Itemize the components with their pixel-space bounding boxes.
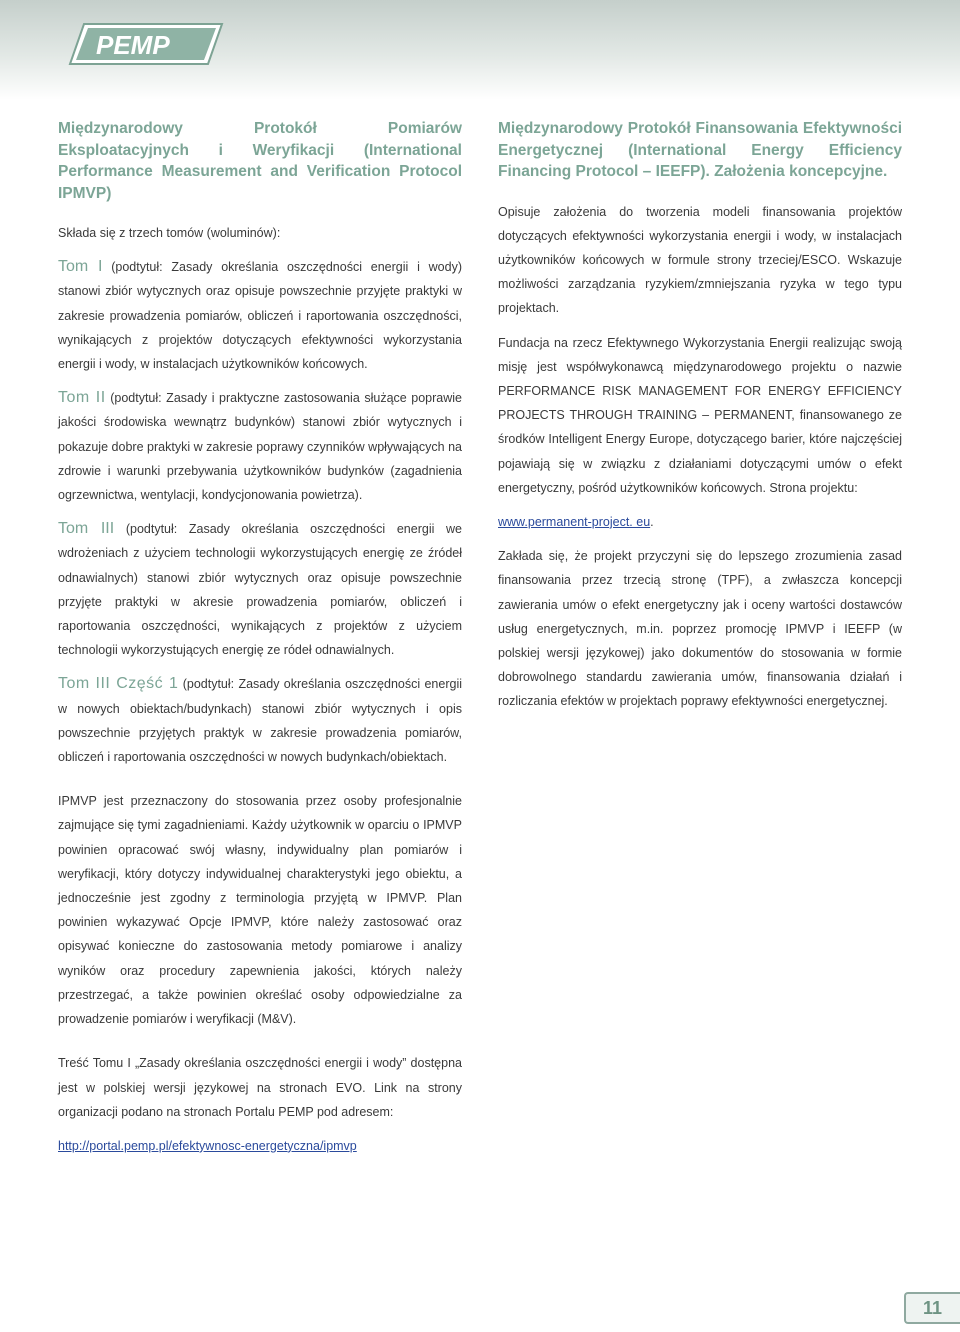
ieefp-para3: Zakłada się, że projekt przyczyni się do lepszego zrozumienia zasad finansowania przez trzecią stronę (TPF), a zwłaszcza koncepcji zawierania umów o efekt energetyczny jak i oceny wartości dostawców usług energetycznych, m.in. poprzez promocję IPMVP i IEEFP (w polskiej wersji językowej) jako dokumentów do stosowania w formie dobrowolnego standardu zawierania umów, finansowania działań i rozliczania efektów w projektach poprawy efektywności energetycznej. xyxy=(498,549,902,709)
tom3c1-paragraph xyxy=(58,672,462,769)
project-link-suffix: . xyxy=(650,514,654,529)
tom3-label: Tom III xyxy=(58,520,115,538)
ipmvp-link[interactable]: http://portal.pemp.pl/efektywnosc-energetyczna/ipmvp xyxy=(58,1138,357,1153)
ipmvp-usage-paragraph: IPMVP jest przeznaczony do stosowania przez osoby profesjonalnie zajmujące się tymi zagadnieniami. Każdy użytkownik w oparciu o IPMVP powinien opracować swój własny, indywidualny plan pomiarów i weryfikacji, który dotyczy indywidualnej charakterystyki jego obiektu, a jednocześnie jest zgodny z terminologia przyjętą w IPMVP. Plan powinien wykazywać Opcje IPMVP, które należy zastosować oraz opisywać konieczne do zastosowania metody pomiarowe i analizy wyników oraz procedury zapewnienia jakości, których należy przestrzegać, a także powinien określać osoby odpowiedzialne za prowadzenie pomiarów i weryfikacji (M&V). xyxy=(58,794,462,1027)
tom3c1-label: Tom III Część 1 xyxy=(58,675,179,693)
pemp-logo[interactable] xyxy=(66,22,226,66)
ieefp-para2: Fundacja na rzecz Efektywnego Wykorzystania Energii realizując swoją misję jest współwykonawcą międzynarodowego projektu o nazwie PERFORMANCE RISK MANAGEMENT FOR ENERGY EFFICIENCY PROJECTS THROUGH TRAINING – PERMANENT, finansowanego ze środków Intelligent Energy Europe, dotyczącego barier, które najczęściej pojawiają się w związku z działaniami dotyczącymi umów o efekt energetyczny, pośród użytkowników końcowych. Strona projektu: xyxy=(498,335,902,495)
tom3-text: (podtytuł: Zasady określania oszczędności energii we wdrożeniach z użyciem technologii wykorzystujących energię ze źródeł odnawialnych) stanowi zbiór wytycznych oraz opisuje powszechnie przyjęte praktyki w akresie prowadzenia pomiarów, obliczeń i raportowania oszczędności, wynikających z projektów z użyciem technologii wykorzystujących energię ze ródeł odnawialnych. xyxy=(58,522,462,658)
tom1-paragraph xyxy=(58,255,462,376)
project-link-paragraph xyxy=(498,510,902,534)
tom1-availability-paragraph: Treść Tomu I „Zasady określania oszczędności energii i wody” dostępna jest w polskiej wersji językowej na stronach EVO. Link na strony organizacji podano na stronach Portalu PEMP pod adresem: xyxy=(58,1056,462,1119)
ieefp-title: Międzynarodowy Protokół Finansowania Efektywności Energetycznej (International Energy Efficiency Financing Protocol – IEEFP). Założenia koncepcyjne. xyxy=(498,120,902,180)
tom1-text: (podtytuł: Zasady określania oszczędności energii i wody) stanowi zbiór wytycznych oraz opisuje powszechnie przyjęte praktyki w zakresie prowadzenia pomiarów, obliczeń i raportowania oszczędności, wynikających z projektów dotyczących efektywności wykorzystania energii i wody, w instalacjach użytkowników końcowych. xyxy=(58,260,462,372)
tom2-text: (podtytuł: Zasady i praktyczne zastosowania służące poprawie jakości środowiska wewnątrz budynków) stanowi zbiór wytycznych i pokazuje dobre praktyki w zakresie poprawy czynników wpływających na zdrowie i warunki przebywania użytkowników budynków (zagadnienia ogrzewnictwa, wentylacji, kondycjonowania powietrza). xyxy=(58,391,463,503)
svg-text:PEMP: PEMP xyxy=(96,30,170,60)
project-link[interactable]: www.permanent-project. eu xyxy=(498,514,651,529)
tom3-paragraph xyxy=(58,517,462,662)
pemp-logo-icon xyxy=(66,22,226,66)
tom2-paragraph xyxy=(58,386,462,507)
tom3c1-text: (podtytuł: Zasady określania oszczędności energii w nowych obiektach/budynkach) stanowi zbiór wytycznych i opis powszechnie przyjętych praktyk w zakresie prowadzenia pomiarów, obliczeń i raportowania oszczędności w nowych budynkach/obiektach. xyxy=(58,677,463,765)
tom2-label: Tom II xyxy=(58,389,106,407)
tom1-label: Tom I xyxy=(58,258,103,276)
ipmvp-intro: Składa się z trzech tomów (woluminów): xyxy=(58,226,281,240)
ipmvp-title: Międzynarodowy Protokół Pomiarów Eksploatacyjnych i Weryfikacji (International Performance Measurement and Verification Protocol IPMVP) xyxy=(58,120,462,202)
left-column xyxy=(58,118,462,1158)
ieefp-para1: Opisuje założenia do tworzenia modeli finansowania projektów dotyczących efektywności wykorzystania energii i wody, w instalacjach użytkowników końcowych w formule strony trzeciej/ESCO. Wskazuje możliwości zarządzania ryzykiem/zmniejszania ryzyka w tego typu projektach. xyxy=(498,204,902,316)
page-number: 11 xyxy=(922,1298,942,1318)
right-column xyxy=(498,118,902,714)
ipmvp-link-paragraph xyxy=(58,1134,462,1158)
